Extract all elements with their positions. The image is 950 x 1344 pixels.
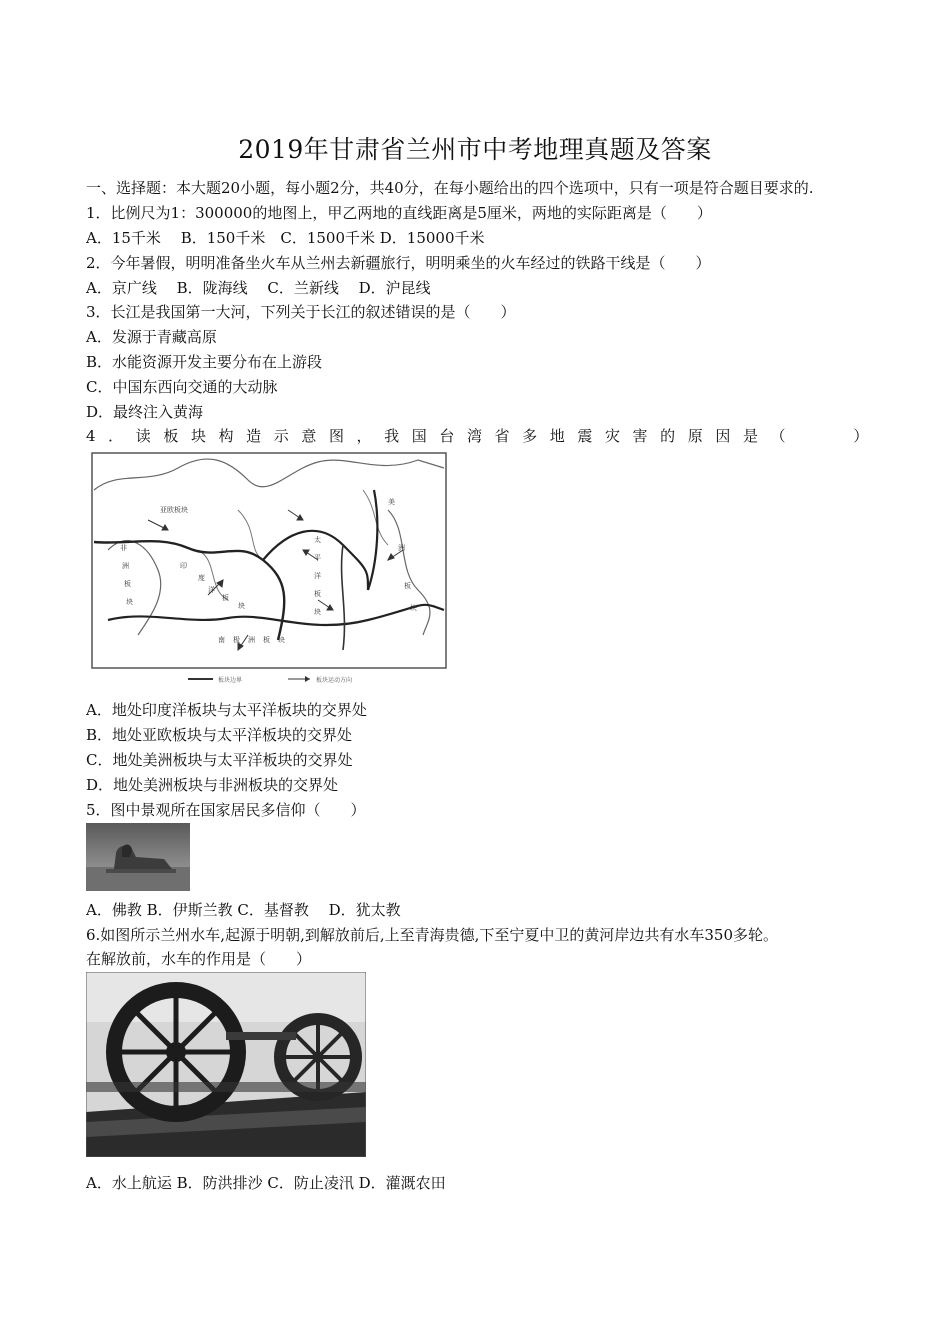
- svg-text:块: 块: [410, 605, 417, 612]
- label-eurasia: 亚欧板块: [160, 507, 188, 514]
- question-4-option-c: C．地处美洲板块与太平洋板块的交界处: [86, 751, 353, 769]
- question-4-option-b: B．地处亚欧板块与太平洋板块的交界处: [86, 726, 353, 744]
- waterwheel-photo: [86, 972, 366, 1157]
- question-4-option-d: D．地处美洲板块与非洲板块的交界处: [86, 776, 339, 794]
- svg-text:美: 美: [388, 499, 395, 506]
- svg-text:板: 板: [124, 581, 131, 588]
- plate-tectonics-map: [88, 450, 448, 688]
- question-1-options: A．15千米 B．150千米 C．1500千米 D．15000千米: [86, 229, 485, 247]
- question-4-stem: 4．读板块构造示意图，我国台湾省多地震灾害的原因是（ ）: [86, 427, 881, 445]
- question-5-options: A．佛教 B．伊斯兰教 C．基督教 D．犹太教: [86, 901, 401, 919]
- question-2-stem: 2．今年暑假，明明准备坐火车从兰州去新疆旅行，明明乘坐的火车经过的铁路干线是（ ）: [86, 254, 711, 272]
- svg-text:块: 块: [314, 609, 321, 616]
- svg-text:太: 太: [314, 537, 321, 544]
- svg-text:洲: 洲: [122, 563, 129, 570]
- question-3-stem: 3．长江是我国第一大河，下列关于长江的叙述错误的是（ ）: [86, 303, 516, 321]
- question-5-stem: 5．图中景观所在国家居民多信仰（ ）: [86, 801, 366, 819]
- svg-text:平: 平: [314, 555, 321, 562]
- svg-text:洋: 洋: [314, 573, 321, 580]
- svg-text:板块运动方向: 板块运动方向: [316, 678, 353, 684]
- svg-text:洲: 洲: [398, 545, 405, 552]
- question-3-option-d: D．最终注入黄海: [86, 403, 204, 421]
- sphinx-photo: [86, 823, 190, 891]
- svg-text:板: 板: [222, 595, 229, 602]
- svg-text:度: 度: [198, 575, 205, 582]
- section-header: 一、选择题：本大题20小题，每小题2分，共40分，在每小题给出的四个选项中，只有一项是符合题目要求的.: [86, 179, 814, 197]
- svg-text:非: 非: [120, 545, 127, 552]
- svg-text:块: 块: [126, 599, 133, 606]
- question-6-stem-line1: 6.如图所示兰州水车,起源于明朝,到解放前后,上至青海贵德,下至宁夏中卫的黄河岸边共有水车350多轮。: [86, 926, 779, 944]
- svg-text:洋: 洋: [208, 587, 215, 594]
- question-1-stem: 1．比例尺为1：300000的地图上，甲乙两地的直线距离是5厘米，两地的实际距离是（ ）: [86, 204, 712, 222]
- question-3-option-b: B．水能资源开发主要分布在上游段: [86, 353, 323, 371]
- question-6-stem-line2: 在解放前，水车的作用是（ ）: [86, 950, 312, 968]
- svg-text:印: 印: [180, 563, 187, 570]
- svg-text:块: 块: [238, 603, 245, 610]
- question-6-options: A．水上航运 B．防洪排沙 C．防止凌汛 D．灌溉农田: [86, 1174, 446, 1192]
- label-antarctic: 南极洲板块: [218, 637, 293, 644]
- page-title: 2019年甘肃省兰州市中考地理真题及答案: [238, 135, 712, 164]
- svg-text:板块边界: 板块边界: [218, 678, 243, 684]
- svg-text:板: 板: [314, 591, 321, 598]
- svg-text:板: 板: [404, 583, 411, 590]
- question-4-option-a: A．地处印度洋板块与太平洋板块的交界处: [86, 701, 367, 719]
- question-3-option-a: A．发源于青藏高原: [86, 328, 217, 346]
- question-2-options: A．京广线 B．陇海线 C．兰新线 D．沪昆线: [86, 279, 431, 297]
- question-3-option-c: C．中国东西向交通的大动脉: [86, 378, 278, 396]
